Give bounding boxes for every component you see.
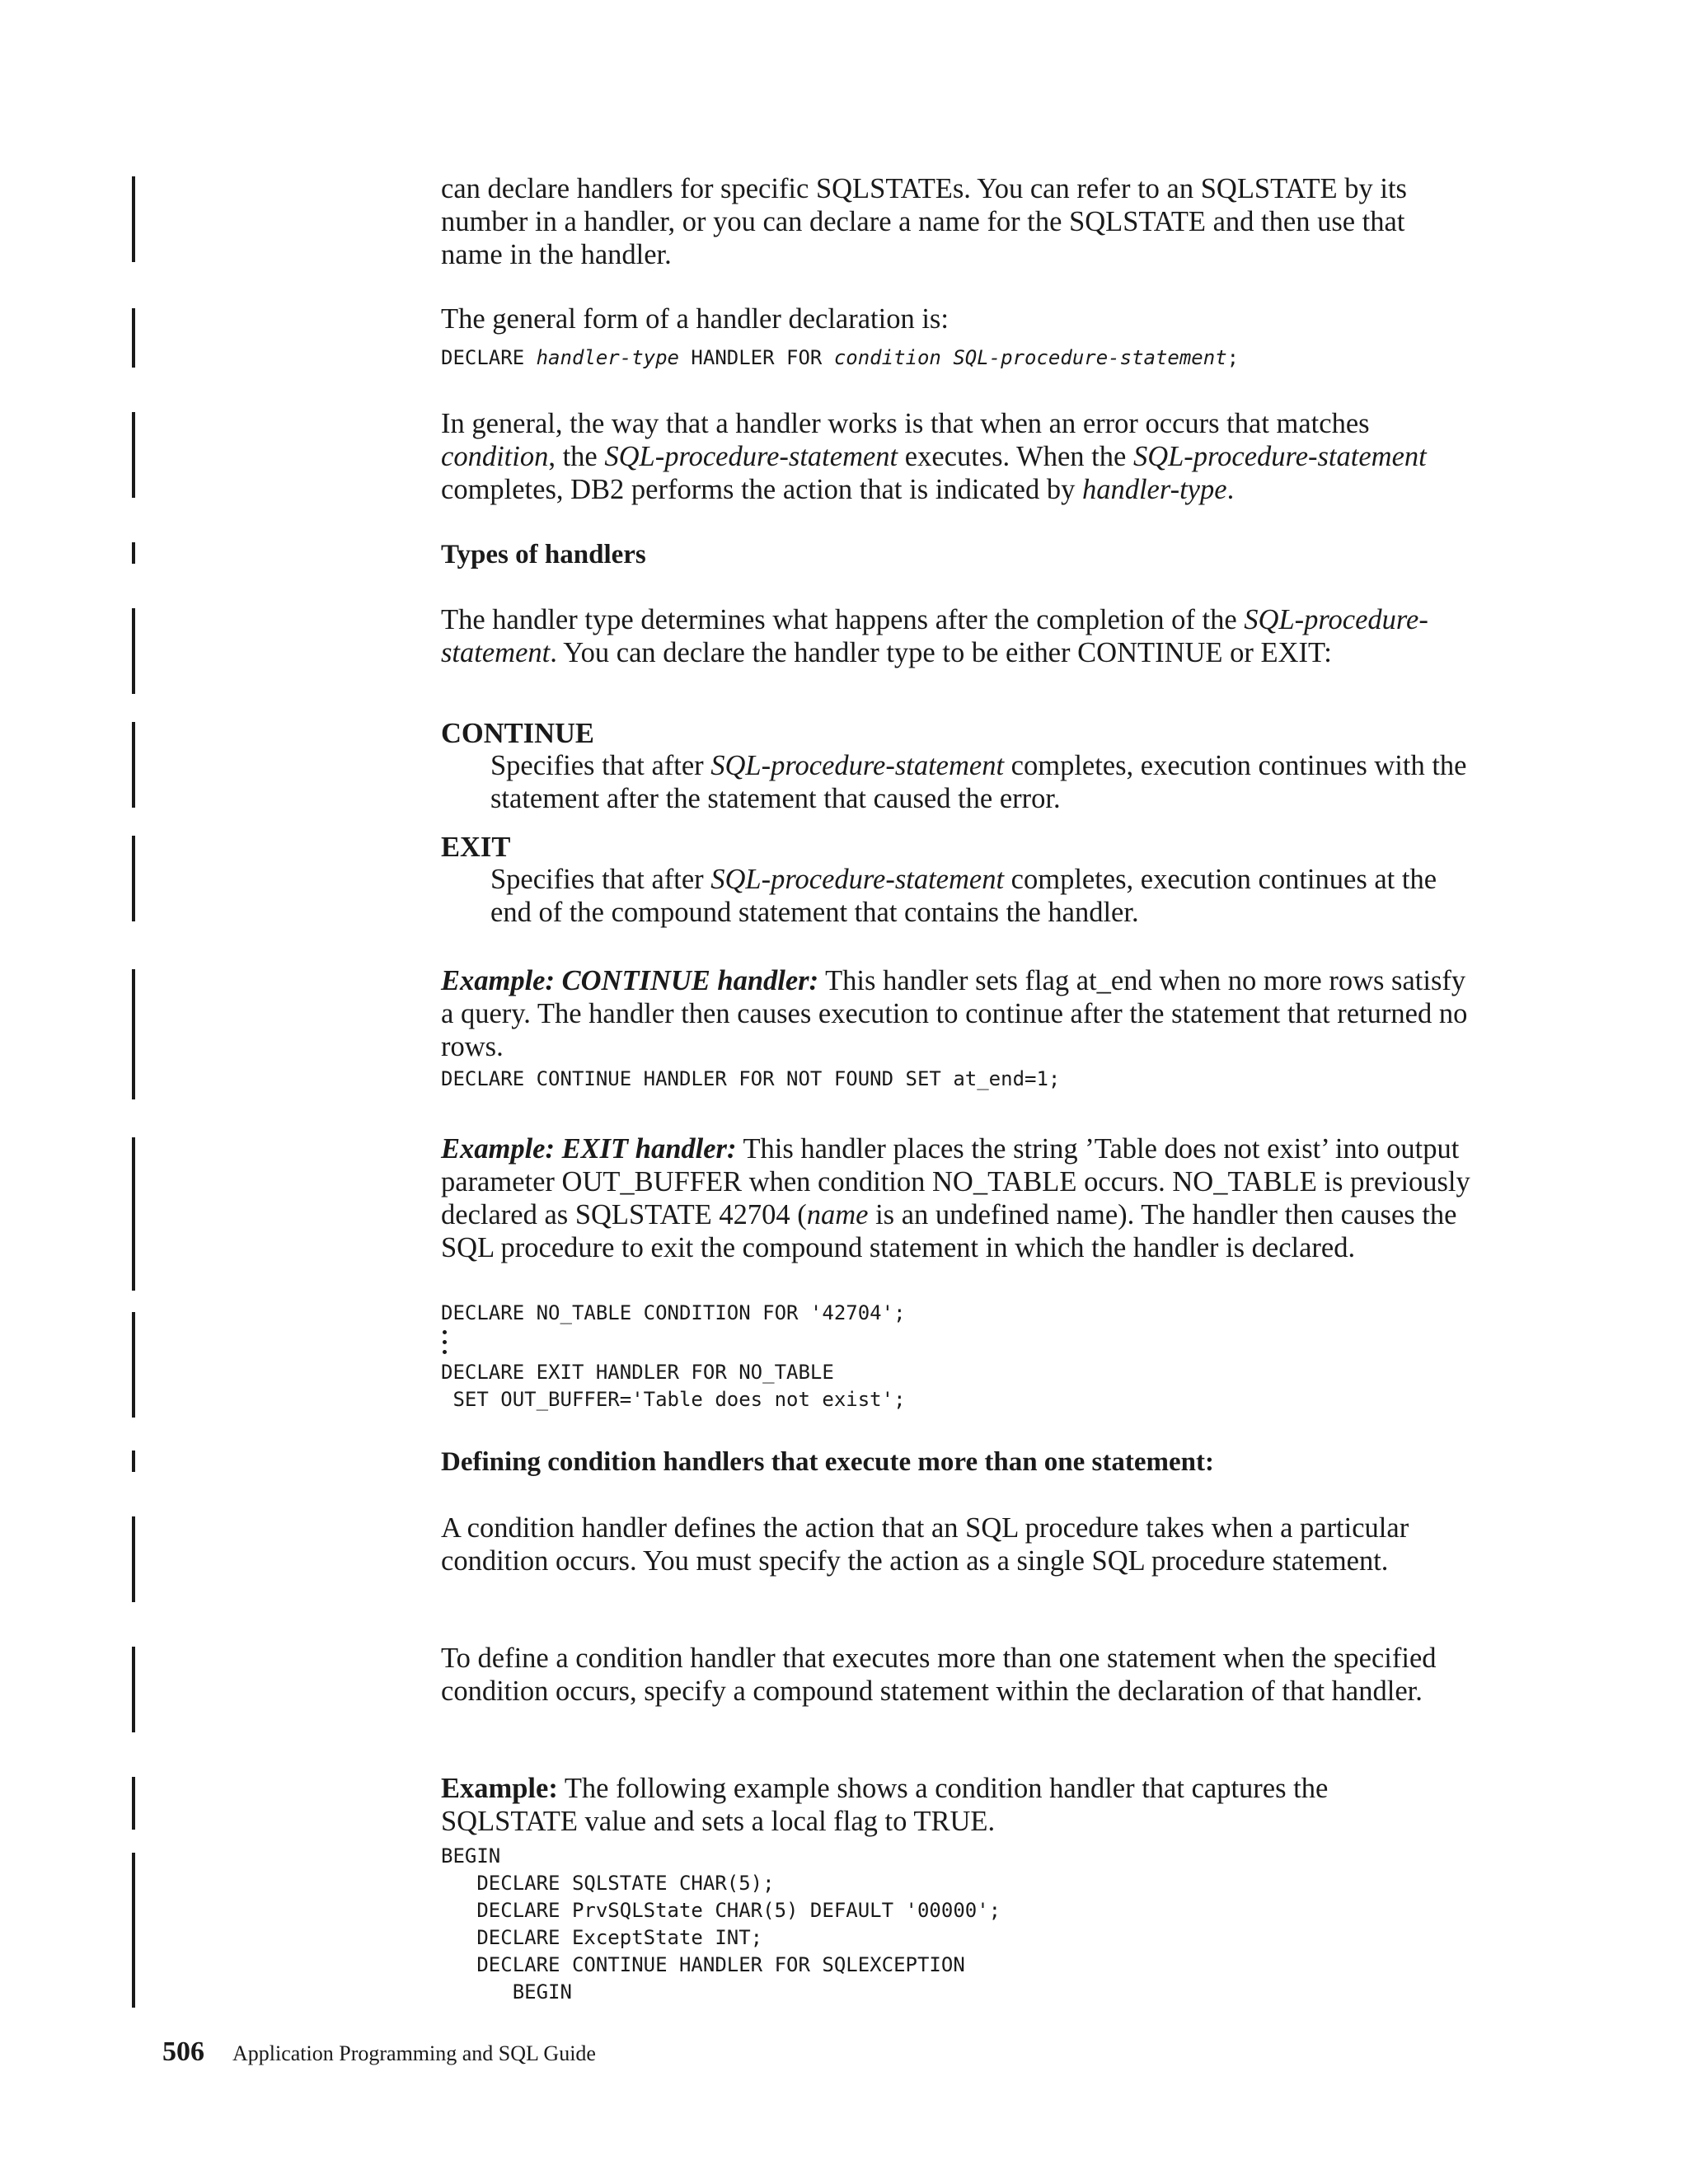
paragraph-text: The handler type determines what happens after the completion of the [441, 604, 1245, 635]
paragraph-text: . [1226, 474, 1235, 505]
heading-multi-statement-handlers: Defining condition handlers that execute more than one statement: [441, 1447, 1214, 1477]
example-label: Example: EXIT handler: [441, 1133, 737, 1165]
revision-bar [132, 1647, 135, 1732]
code-exit-handler: DECLARE EXIT HANDLER FOR NO_TABLE SET OUT_BUFFER='Table does not exist'; [441, 1361, 906, 1411]
revision-bar [132, 722, 135, 808]
paragraph-text: In general, the way that a handler works is that when an error occurs that matches [441, 408, 1370, 439]
revision-bar [132, 608, 135, 694]
revision-bar [132, 542, 135, 564]
revision-bar [132, 969, 135, 1099]
revision-bar [132, 1137, 135, 1291]
italic-term: SQL-procedure-statement [710, 864, 1005, 895]
page-footer [162, 2036, 596, 2070]
italic-term: SQL-procedure-statement [1132, 441, 1427, 472]
revision-bar [132, 1777, 135, 1830]
syntax-handler-declaration [441, 344, 1239, 372]
revision-bar [132, 1853, 135, 2008]
revision-bar [132, 836, 135, 921]
italic-term: handler-type [1081, 474, 1227, 505]
revision-bar [132, 1451, 135, 1472]
revision-bar [132, 412, 135, 498]
example-label: Example: CONTINUE handler: [441, 965, 819, 996]
paragraph-text: Specifies that after [490, 864, 711, 895]
paragraph-text: completes, execution continues with the statement after the statement that caused the error. [490, 750, 1467, 814]
paragraph-text: completes, DB2 performs the action that is indicated by [441, 474, 1082, 505]
paragraph-text: . You can declare the handler type to be either CONTINUE or EXIT: [550, 637, 1332, 668]
code-variable: condition [833, 346, 941, 369]
paragraph-text: can declare handlers for specific SQLSTATEs. You can refer to an SQLSTATE by its number in a handler, or you can declare a name for the SQLSTATE and then use that name in the handler. [441, 173, 1407, 270]
paragraph-text: completes, execution continues at the end of the compound statement that contains the handler. [490, 864, 1437, 928]
ellipsis-icon [443, 1330, 448, 1360]
code-variable: handler-type [536, 346, 679, 369]
paragraph-text: Specifies that after [490, 750, 711, 781]
definition-continue [490, 749, 1479, 815]
code-keyword: DECLARE [441, 346, 537, 369]
paragraph-handler-type [441, 603, 1471, 669]
italic-term: condition [441, 441, 549, 472]
paragraph-text: The general form of a handler declaration is: [441, 303, 949, 335]
heading-types-of-handlers: Types of handlers [441, 540, 646, 569]
example-label: Example: [441, 1773, 558, 1804]
code-exit-condition: DECLARE NO_TABLE CONDITION FOR '42704'; [441, 1301, 906, 1324]
italic-term: SQL-procedure-statement [441, 604, 1428, 668]
term-exit: EXIT [441, 832, 511, 863]
italic-term: SQL-procedure-statement [710, 750, 1005, 781]
paragraph-how-handler-works [441, 407, 1471, 506]
paragraph-sqlstate-handlers [441, 172, 1471, 271]
term-continue: CONTINUE [441, 718, 594, 749]
italic-term: SQL-procedure-statement [604, 441, 898, 472]
paragraph-text: The following example shows a condition handler that captures the SQLSTATE value and sets a local flag to TRUE. [441, 1773, 1329, 1837]
code-keyword: HANDLER FOR [678, 346, 834, 369]
paragraph-text: This handler sets flag at_end when no more rows satisfy a query. The handler then causes execution to continue after the statement that returned no rows. [441, 965, 1468, 1062]
code-capture-sqlstate: BEGIN DECLARE SQLSTATE CHAR(5); DECLARE PrvSQLState CHAR(5) DEFAULT '00000'; DECLARE ExceptState INT; DECLARE CONTINUE HANDLER FOR SQLEXCEPTION BEGIN [441, 1844, 1001, 2004]
paragraph-text: , the [548, 441, 605, 472]
book-title: Application Programming and SQL Guide [232, 2041, 596, 2065]
code-punct: ; [1226, 346, 1240, 369]
example-capture-sqlstate [441, 1772, 1471, 1838]
example-continue-handler [441, 964, 1471, 1063]
revision-bar [132, 308, 135, 368]
revision-bar [132, 1312, 135, 1418]
revision-bar [132, 1516, 135, 1602]
paragraph-text: executes. When the [898, 441, 1133, 472]
paragraph-text: is an undefined name). The handler then causes the SQL procedure to exit the compound statement in which the handler is declared. [441, 1199, 1457, 1263]
paragraph-general-form [441, 302, 1471, 335]
paragraph-condition-handler-action: A condition handler defines the action that an SQL procedure takes when a particular condition occurs. You must specify the action as a single SQL procedure statement. [441, 1512, 1409, 1577]
paragraph-compound-statement: To define a condition handler that executes more than one statement when the specified condition occurs, specify a compound statement within the declaration of that handler. [441, 1643, 1437, 1707]
definition-exit [490, 863, 1479, 929]
code-continue-handler: DECLARE CONTINUE HANDLER FOR NOT FOUND SET at_end=1; [441, 1067, 1061, 1090]
page-number: 506 [162, 2036, 204, 2067]
revision-bar [132, 176, 135, 262]
example-exit-handler [441, 1132, 1471, 1264]
paragraph-text: This handler places the string ’Table does not exist’ into output parameter OUT_BUFFER when condition NO_TABLE occurs. NO_TABLE is previously declared as SQLSTATE 42704 ( [441, 1133, 1470, 1230]
code-variable: SQL-procedure-statement [940, 346, 1227, 369]
italic-term: name [806, 1199, 869, 1230]
